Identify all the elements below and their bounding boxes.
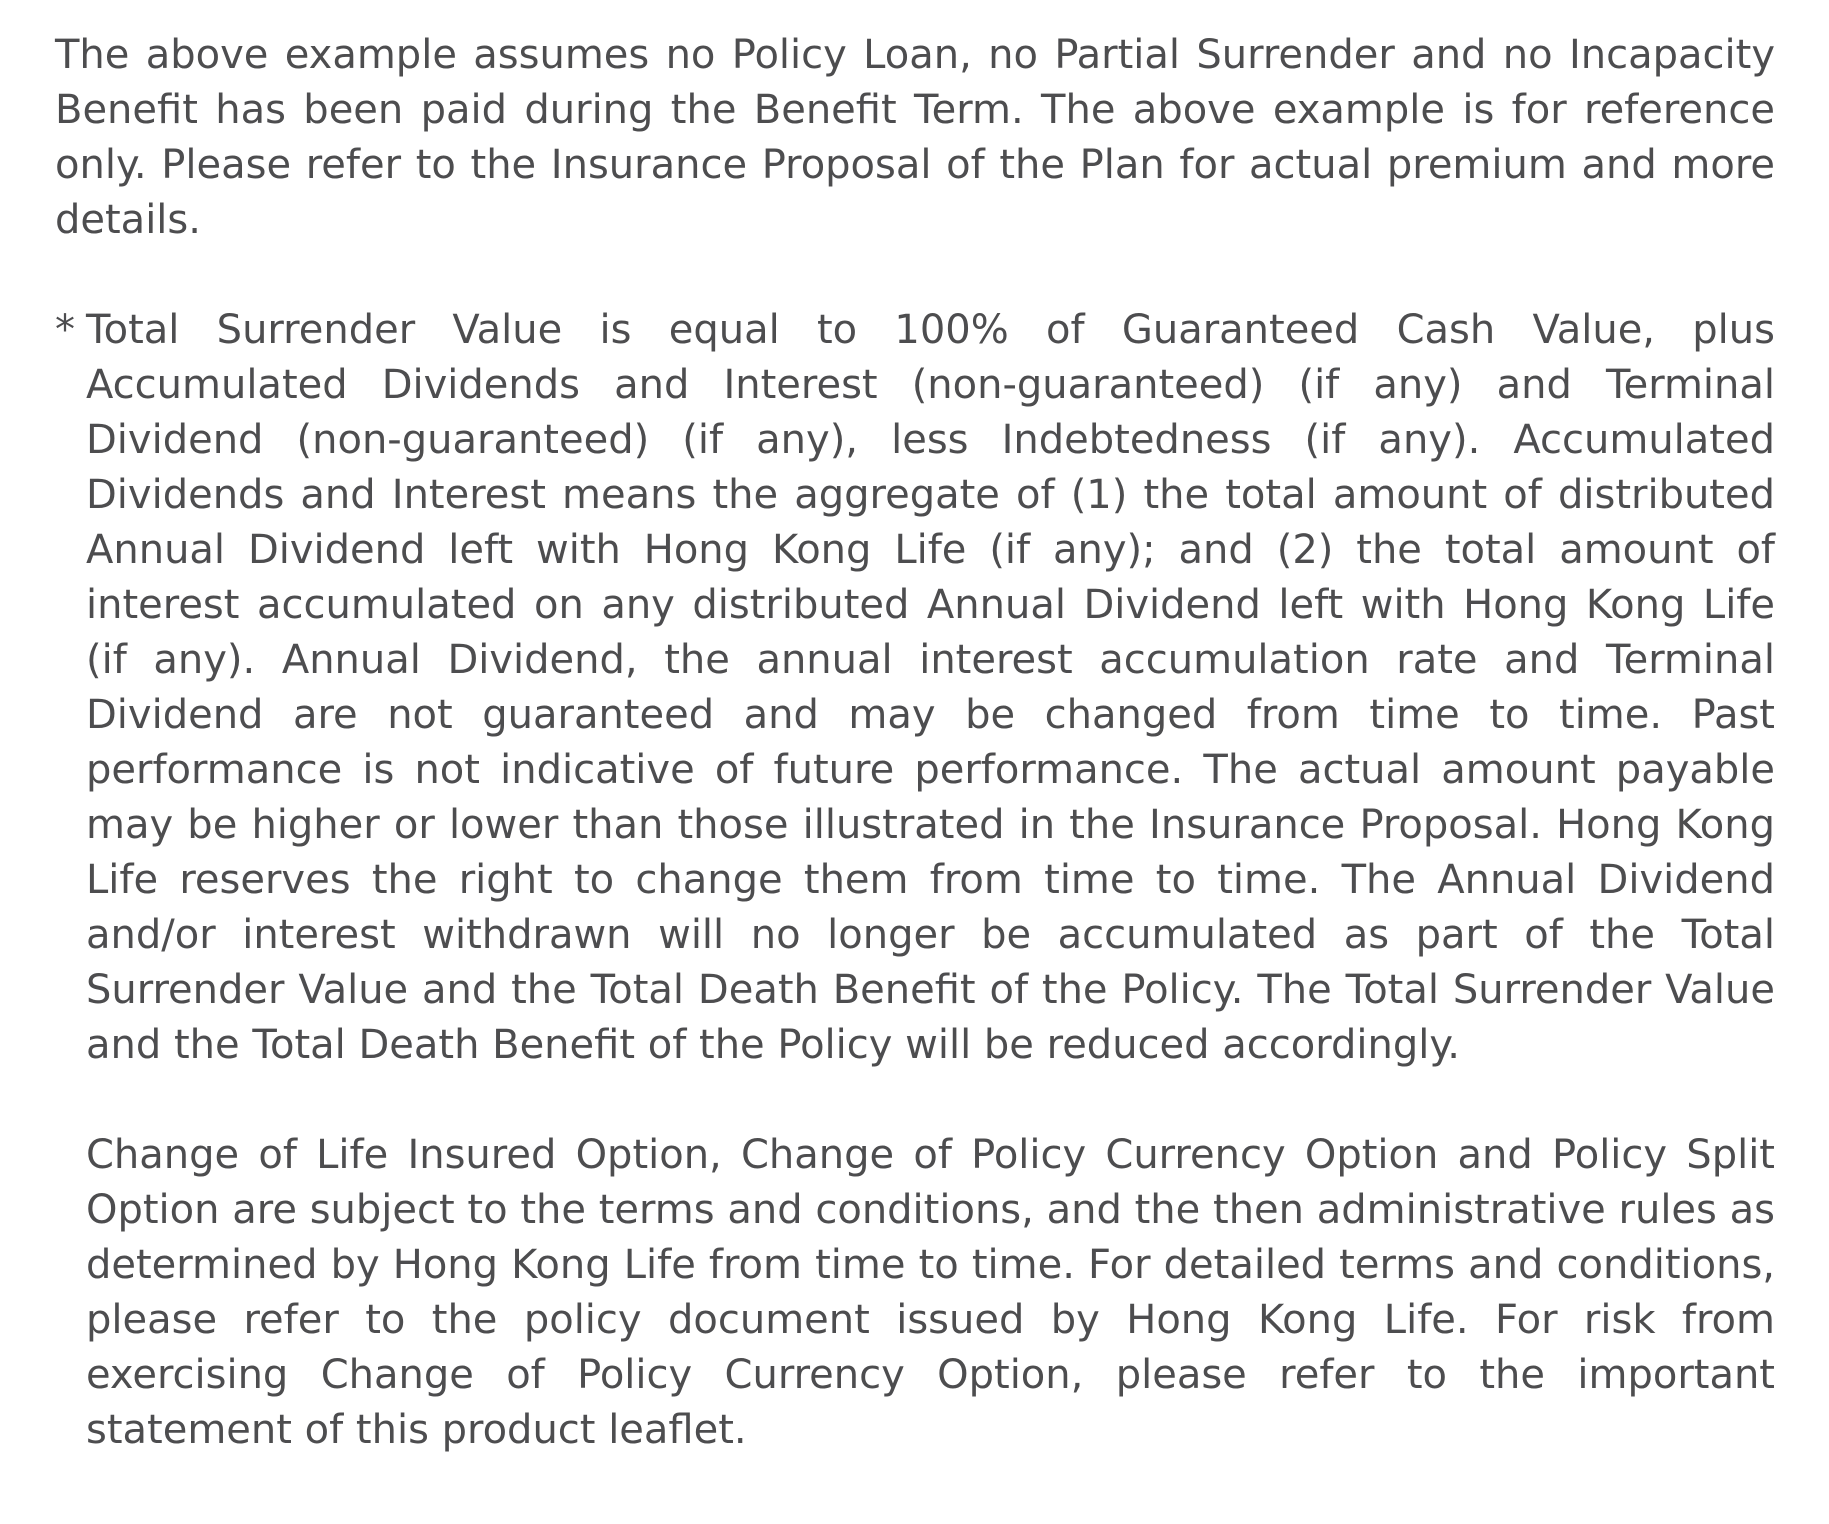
surrender-value-note-text: Total Surrender Value is equal to 100% of Guaranteed Cash Value, plus Accumulated Dividends and Interest (non-guaranteed) (if any) and Terminal Dividend (non-guaranteed) (if any), less Indebtedness (if any). Accumulated Dividends and Interest means the aggregate of (1) the total amount of distributed Annual Dividend left with Hong Kong Life (if any); and (2) the total amount of interest accumulated on any distributed Annual Dividend left with Hong Kong Life (if any). Annual Dividend, the annual interest accumulation rate and Terminal Dividend are not guaranteed and may be changed from time to time. Past performance is not indicative of future performance. The actual amount payable may be higher or lower than those illustrated in the Insurance Proposal. Hong Kong Life reserves the right to change them from time to time. The Annual Dividend and/or interest withdrawn will no longer be accumulated as part of the Total Surrender Value and the Total Death Benefit of the Policy. The Total Surrender Value and the Total Death Benefit of the Policy will be reduced accordingly.: [86, 307, 1775, 1068]
footnote-asterisk: *: [55, 307, 75, 353]
intro-paragraph: The above example assumes no Policy Loan, no Partial Surrender and no Incapacity Benefit has been paid during the Benefit Term. The above example is for reference only. Please refer to the Insurance Proposal of the Plan for actual premium and more details.: [55, 32, 1775, 243]
document-page: [55, 28, 1775, 1458]
surrender-value-note: [55, 303, 1775, 1073]
options-paragraph: Change of Life Insured Option, Change of Policy Currency Option and Policy Split Option are subject to the terms and conditions, and the then administrative rules as determined by Hong Kong Life from time to time. For detailed terms and conditions, please refer to the policy document issued by Hong Kong Life. For risk from exercising Change of Policy Currency Option, please refer to the important statement of this product leaflet.: [86, 1132, 1775, 1453]
